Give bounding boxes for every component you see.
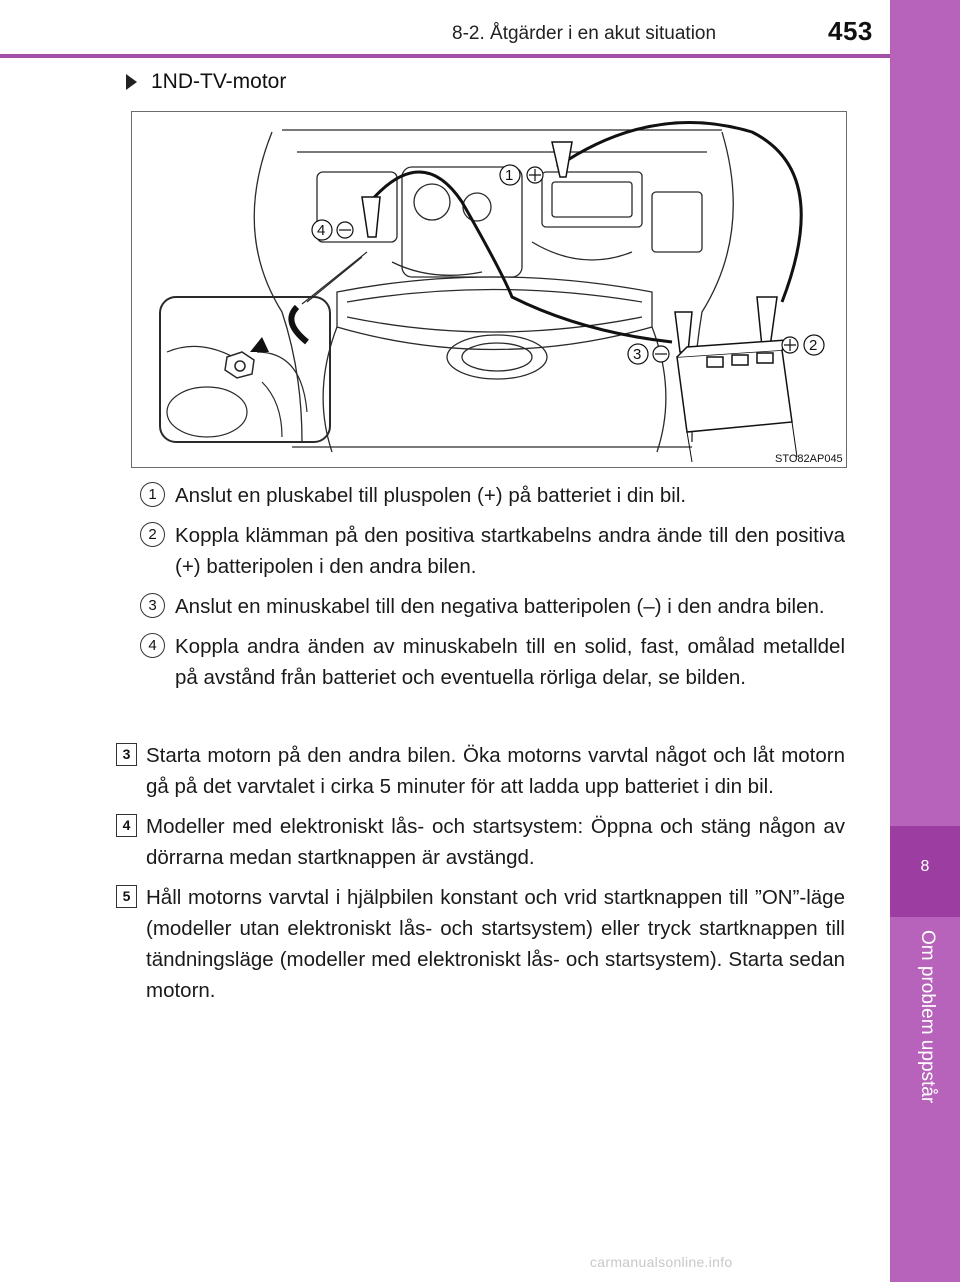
svg-text:2: 2 — [809, 337, 818, 354]
substep-number: 1 — [140, 482, 165, 507]
substep-text: Koppla klämman på den positiva startkabelns andra ände till den positiva (+) batteripolen i den andra bilen. — [175, 524, 845, 578]
step-text: Modeller med elektroniskt lås- och startsystem: Öppna och stäng någon av dörrarna medan startknappen är avstängd. — [146, 815, 845, 869]
step-list — [116, 740, 845, 1015]
substep-1 — [140, 480, 845, 511]
substep-number: 2 — [140, 522, 165, 547]
subheading — [126, 70, 286, 94]
svg-text:4: 4 — [317, 222, 326, 239]
figure-code: STO82AP045 — [775, 453, 843, 465]
substep-2 — [140, 520, 845, 582]
triangle-bullet-icon — [126, 74, 137, 90]
engine-bay-drawing — [132, 112, 846, 467]
substep-4 — [140, 631, 845, 693]
step-text: Håll motorns varvtal i hjälpbilen konstant och vrid startknappen till ”ON”-läge (modeller utan elektroniskt lås- och startsystem) eller tryck startknappen till tändningsläge (modeller med elektroniskt lås- och startsystem). Starta sedan motorn. — [146, 886, 845, 1002]
callout-4 — [312, 220, 353, 240]
step-3 — [116, 740, 845, 802]
substep-3 — [140, 591, 845, 622]
substep-number: 4 — [140, 633, 165, 658]
engine-bay-illustration — [131, 111, 847, 468]
substep-text: Koppla andra änden av minuskabeln till en solid, fast, omålad metalldel på avstånd från batteriet och eventuella rörliga delar, se bilden. — [175, 635, 845, 689]
step-number: 4 — [116, 814, 137, 837]
step-number: 5 — [116, 885, 137, 908]
header-rule — [0, 54, 890, 58]
substep-list — [140, 480, 845, 702]
inset-detail — [160, 297, 330, 442]
substep-text: Anslut en minuskabel till den negativa batteripolen (–) i den andra bilen. — [175, 595, 825, 618]
substep-text: Anslut en pluskabel till pluspolen (+) på batteriet i din bil. — [175, 484, 687, 507]
chapter-tab — [890, 0, 960, 1282]
chapter-number: 8 — [920, 858, 930, 875]
page-header — [0, 0, 890, 60]
substep-number: 3 — [140, 593, 165, 618]
watermark: carmanualsonline.info — [590, 1254, 733, 1270]
step-5 — [116, 882, 845, 1006]
subheading-text: 1ND-TV-motor — [151, 70, 287, 93]
chapter-title: Om problem uppstår — [917, 930, 938, 1104]
step-4 — [116, 811, 845, 873]
svg-text:3: 3 — [633, 346, 642, 363]
callout-3 — [628, 344, 669, 364]
section-title: 8-2. Åtgärder i en akut situation — [452, 23, 717, 44]
page-number: 453 — [828, 16, 873, 46]
step-text: Starta motorn på den andra bilen. Öka motorns varvtal något och låt motorn gå på det varvtalet i cirka 5 minuter för att ladda upp batteriet i din bil. — [146, 744, 845, 798]
callout-2 — [782, 335, 824, 355]
donor-battery — [677, 340, 797, 462]
svg-text:1: 1 — [505, 167, 514, 184]
step-number: 3 — [116, 743, 137, 766]
